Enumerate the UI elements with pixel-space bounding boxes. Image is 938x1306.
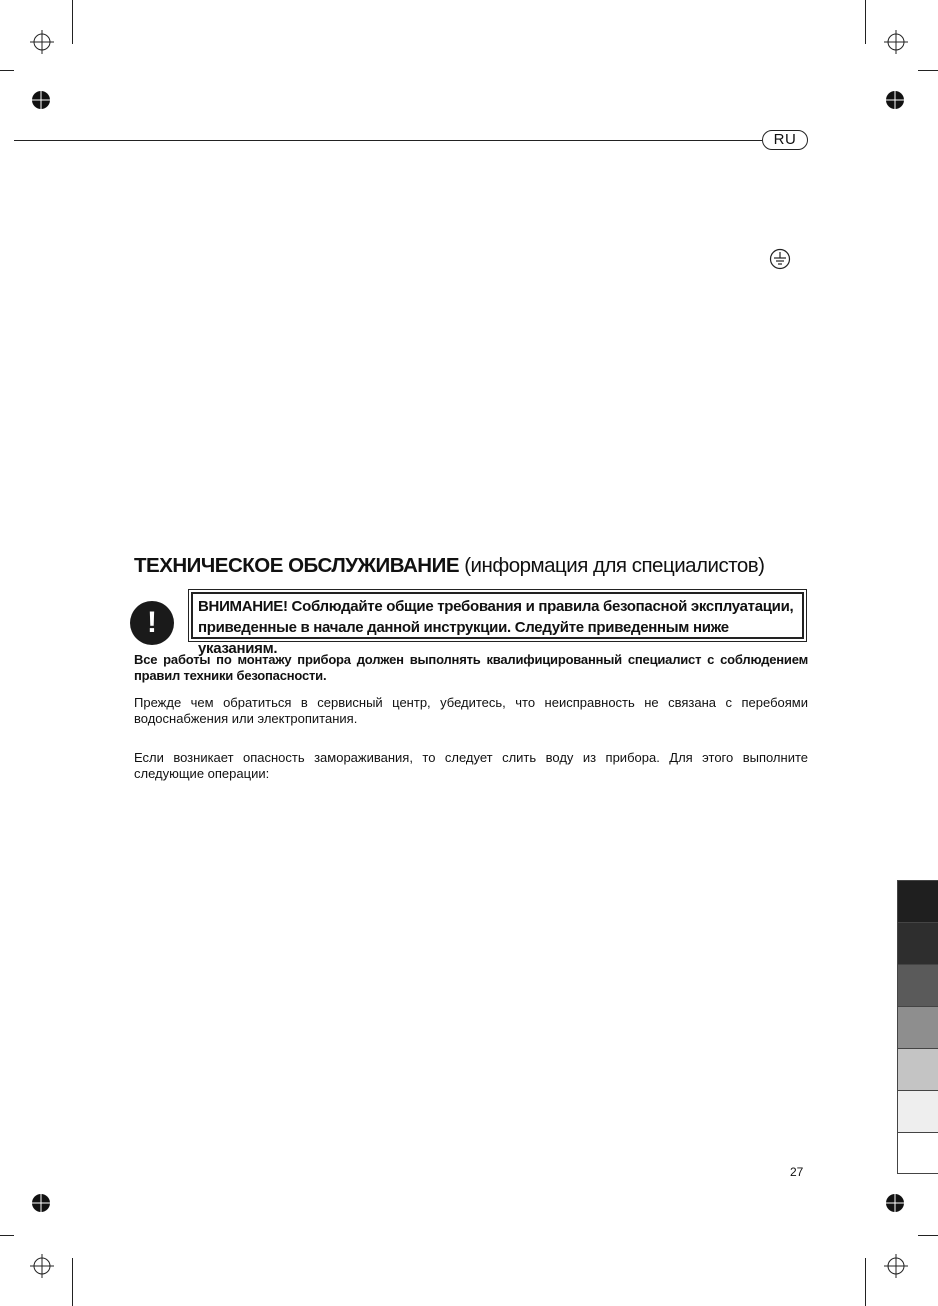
registration-target-icon (30, 1254, 54, 1278)
registration-target-icon (884, 30, 908, 54)
section-title-main: ТЕХНИЧЕСКОЕ ОБСЛУЖИВАНИЕ (134, 554, 460, 577)
crop-mark (72, 0, 73, 44)
section-title (134, 554, 810, 578)
color-tab (897, 1132, 938, 1174)
crop-mark (72, 1258, 73, 1306)
earth-ground-icon (769, 248, 791, 270)
warning-line: ВНИМАНИЕ! Соблюдайте общие требования и правила безопасной эксплуатации, (198, 598, 794, 615)
tab-strip-border (897, 1173, 938, 1174)
warning-line: приведенные в начале данной инструкции. Следуйте приведенным ниже указаниям. (198, 619, 729, 657)
installation-notice: Все работы по монтажу прибора должен выполнять квалифицированный специалист с соблюдением правил техники безопасности. (134, 652, 808, 683)
color-tab (897, 1090, 938, 1132)
color-tab (897, 880, 938, 922)
section-title-sub: (информация для специалистов) (464, 554, 765, 577)
header-rule (14, 140, 762, 141)
tab-strip-border (897, 880, 898, 1174)
exclamation-icon: ! (130, 601, 174, 645)
language-badge: RU (762, 130, 808, 150)
registration-dot-icon (885, 90, 905, 110)
page-number: 27 (790, 1165, 804, 1179)
registration-dot-icon (885, 1193, 905, 1213)
crop-mark (0, 1235, 14, 1236)
freeze-notice: Если возникает опасность замораживания, то следует слить воду из прибора. Для этого выполните следующие операции: (134, 750, 808, 781)
registration-dot-icon (31, 1193, 51, 1213)
color-tab (897, 1048, 938, 1090)
warning-box (188, 589, 807, 657)
service-notice: Прежде чем обратиться в сервисный центр, убедитесь, что неисправность не связана с перебоями водоснабжения или электропитания. (134, 695, 808, 726)
crop-mark (918, 1235, 938, 1236)
registration-target-icon (884, 1254, 908, 1278)
color-tab (897, 964, 938, 1006)
color-tab (897, 1006, 938, 1048)
crop-mark (865, 0, 866, 44)
warning-box-inner (191, 592, 804, 657)
color-tab (897, 922, 938, 964)
crop-mark (0, 70, 14, 71)
registration-dot-icon (31, 90, 51, 110)
crop-mark (918, 70, 938, 71)
registration-target-icon (30, 30, 54, 54)
crop-mark (865, 1258, 866, 1306)
